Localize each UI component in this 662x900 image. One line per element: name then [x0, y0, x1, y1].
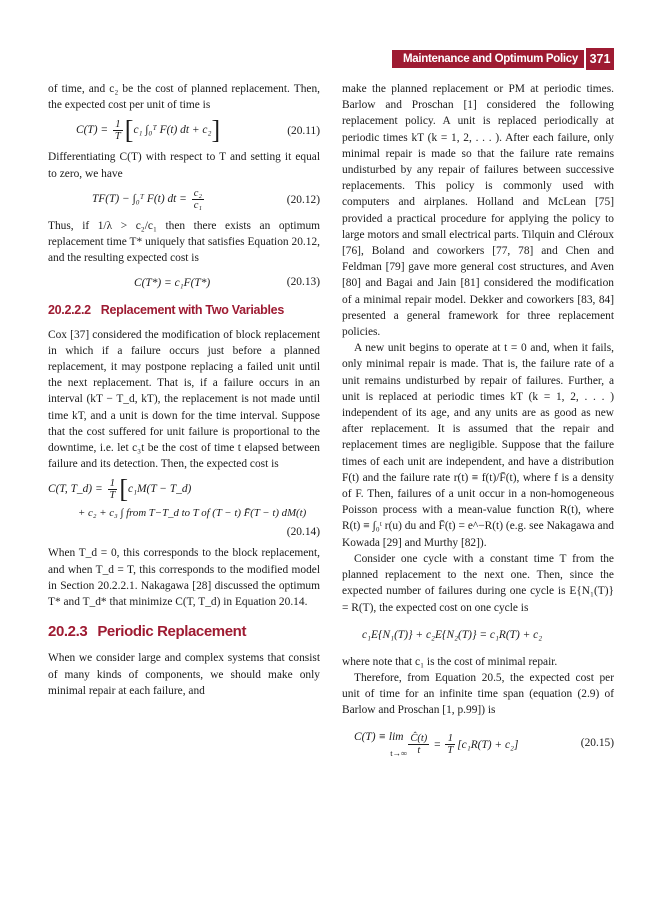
paragraph: where note that c₁ is the cost of minimal repair.	[342, 655, 558, 668]
frac-den: t	[408, 744, 429, 756]
fraction	[108, 478, 118, 501]
equation-label: (20.12)	[286, 193, 320, 206]
frac-num: 1	[109, 478, 116, 490]
equals-sign: =	[434, 738, 441, 751]
equation-20-11: C(T) = $\frac{1}{T}$ [c₁ ∫₀ᵀ F(t) dt + c₂] (20.11)	[76, 115, 320, 145]
equation-lhs: C(T) =	[76, 124, 109, 137]
frac-num: 1	[115, 119, 121, 131]
paragraph: A new unit begins to operate at t = 0 and, when it fails, only minimal repair is made. That is, the failure rate of a unit remains undisturbed by repair of failures. Further, a unit is replaced at periodic times kT (k = 1, 2, . . . ) independent of its age, and any units are as good as new after replacement. It is assumed that the repair and replacement times are negligible. Suppose that the failure times of each unit are independent, and have a distribution F(t) and the failure rate r(t) ≡ f(t)/F̄(t), where f is a density of F. Then, failures of a unit occur in a non-homogeneous Poisson process with a mean-value function R(t), where R(t) ≡ ∫₀ᵗ r(u) du and F̄(t) = e^−R(t) (e.g. see Nakagawa and Kowada [29] and Murthy [82]).	[342, 342, 614, 549]
paragraph: Cox [37] considered the modification of block replacement in which if a failure occurs just before a planned replacement, it may postpone replacing a failed unit until the next replacement. That is, if a failure occurs in an interval (kT − T_d, kT), the replacement is not made until time kT, and a unit is down for the time interval. Suppose that the cost suffered for unit failure is proportional to the downtime, i.e. let c₃t be the cost of time t elapsed between failure and its detection. Then, the expected cost is	[48, 328, 320, 471]
fraction	[192, 188, 204, 211]
limit-subscript: t→∞	[390, 747, 408, 758]
equation-body: c₁M(T − T_d)	[128, 483, 192, 496]
paragraph: When T_d = 0, this corresponds to the block replacement, and when T_d = T, this corresponds to the modified model in Section 20.2.2.1. Nakagawa [28] discussed the optimum T* and T_d* that minimize C(T, T_d) in Equation 20.14.	[48, 547, 320, 609]
fraction	[408, 733, 429, 756]
equation-20-14-line1: C(T, T_d) = $\frac{1}{T}$ [c₁M(T − T_d)	[48, 474, 192, 504]
left-column	[48, 81, 320, 699]
equation-expected-cost	[342, 624, 614, 646]
page-number: 371	[586, 48, 614, 70]
equation-body: C(T*) = c₁F(T*)	[134, 277, 211, 290]
equation-20-13	[48, 272, 320, 292]
equation-body: + c₂ + c₃ ∫ from T−T_d to T of (T − t) F̄(T − t) dM(t)	[78, 507, 307, 520]
paragraph: Therefore, from Equation 20.5, the expected cost per unit of time for an infinite time span (equation (2.9) of Barlow and Proschan [1, p.99]) is	[342, 671, 614, 717]
section-heading-20-2-2-2	[48, 302, 320, 318]
running-title: Maintenance and Optimum Policy	[402, 53, 578, 65]
section-title: Periodic Replacement	[97, 623, 247, 641]
equation-rhs: [c₁R(T) + c₂]	[457, 738, 519, 751]
equation-body: c₁ ∫₀ᵀ F(t) dt + c₂	[133, 124, 212, 137]
frac-den: T	[447, 745, 454, 757]
equation-lhs: TF(T) − ∫₀ᵀ F(t) dt =	[92, 192, 187, 205]
section-number: 20.2.3	[48, 623, 88, 641]
section-number: 20.2.2.2	[48, 303, 91, 318]
frac-den: T	[114, 131, 121, 143]
equation-lhs: C(T) ≡ lim	[354, 730, 404, 743]
equation-label: (20.13)	[286, 276, 320, 289]
paragraph: of time, and c₂ be the cost of planned replacement. Then, the expected cost per unit of time is	[48, 83, 320, 112]
section-title: Replacement with Two Variables	[100, 303, 284, 318]
paragraph: make the planned replacement or PM at periodic times. Barlow and Proschan [1] considered the following replacement policy. A unit is replaced periodically at periodic times kT (k = 1, 2, . . . ). After each failure, only minimal repair is made so that the failure rate remains undisturbed by any repair of failures between successive replacements. This policy is commonly used with computers and airplanes. Holland and McLean [75] provided a practical procedure for applying the policy to large motors and small electrical parts. Tilquin and Cléroux [76], Boland and coworkers [77, 78] and Chen and Feldman [79] gave more general cost structures, and Aven [80] and Bagai and Jain [81] considered the modification of a minimal repair model. Dekker and coworkers [83, 84] presented a general framework for three replacement policies.	[342, 83, 614, 339]
equation-20-12	[48, 188, 320, 212]
equation-label: (20.11)	[287, 125, 320, 138]
fraction	[445, 733, 455, 756]
paragraph: Consider one cycle with a constant time T from the planned replacement to the next one. Then, since the expected number of failures during one cycle is E{N₁(T)} = R(T), the expected cost on one cycle is	[342, 552, 614, 614]
frac-den: T	[109, 490, 116, 502]
paragraph: Thus, if 1/λ > c₂/c₁ then there exists an optimum replacement time T* uniquely that satisfies Equation 20.12, and the resulting expected cost is	[48, 219, 320, 265]
section-heading-20-2-3	[48, 624, 320, 640]
frac-num: c₂	[193, 187, 203, 199]
right-column	[342, 81, 614, 767]
equation-20-14-line2	[48, 502, 320, 524]
equation-20-15	[342, 725, 614, 761]
frac-num: 1	[447, 733, 453, 745]
frac-num: Ĉ(t)	[410, 733, 428, 745]
equation-body: c₁E{N₁(T)} + c₂E{N₂(T)} = c₁R(T) + c₂	[362, 628, 543, 641]
equation-lhs: C(T, T_d) =	[48, 483, 103, 496]
frac-den: c₁	[193, 199, 203, 211]
fraction	[113, 119, 123, 142]
paragraph: When we consider large and complex systems that consist of many kinds of components, we should make only minimal repair at each failure, and	[48, 652, 320, 697]
paragraph: Differentiating C(T) with respect to T and setting it equal to zero, we have	[48, 151, 320, 180]
equation-label: (20.15)	[580, 736, 614, 749]
equation-label: (20.14)	[286, 526, 320, 539]
